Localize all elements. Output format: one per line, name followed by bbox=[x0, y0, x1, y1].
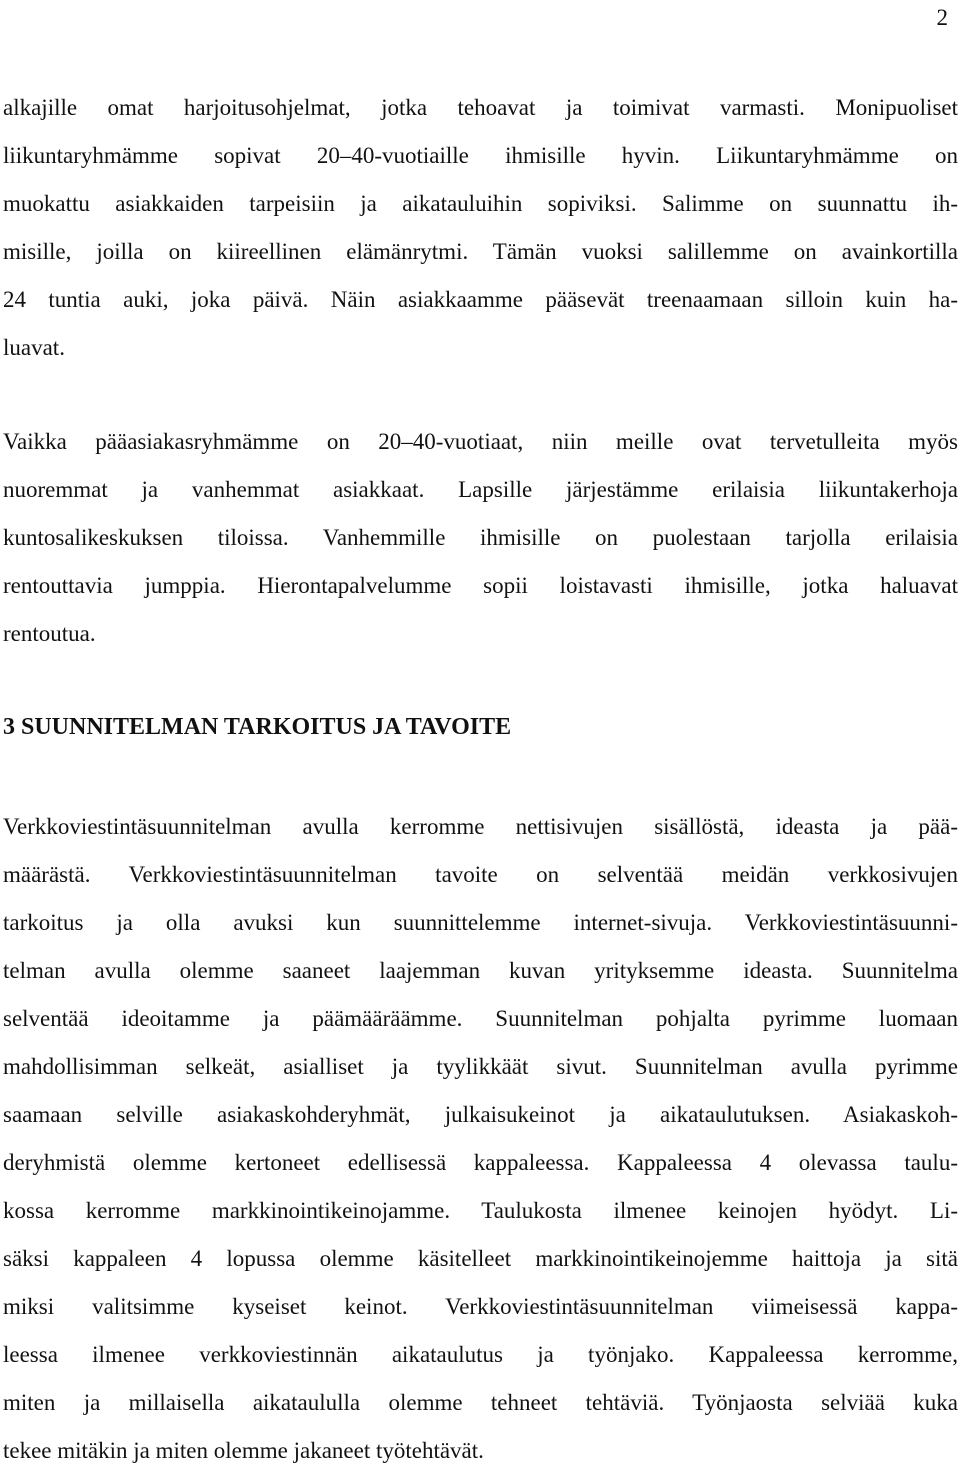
text-line: alkajille omat harjoitusohjelmat, jotka tehoavat ja toimivat varmasti. Monipuoliset bbox=[3, 95, 958, 120]
text-line: määrästä. Verkkoviestintäsuunnitelman tavoite on selventää meidän verkkosivujen bbox=[3, 862, 958, 887]
text-line: muokattu asiakkaiden tarpeisiin ja aikatauluihin sopiviksi. Salimme on suunnattu ih- bbox=[3, 191, 958, 216]
text-line: tarkoitus ja olla avuksi kun suunnittelemme internet-sivuja. Verkkoviestintäsuunni- bbox=[3, 910, 958, 935]
text-line: miksi valitsimme kyseiset keinot. Verkkoviestintäsuunnitelman viimeisessä kappa- bbox=[3, 1294, 958, 1319]
page-number: 2 bbox=[936, 5, 948, 30]
text-line: kuntosalikeskuksen tiloissa. Vanhemmille ihmisille on puolestaan tarjolla erilaisia bbox=[3, 525, 958, 550]
text-line: Verkkoviestintäsuunnitelman avulla kerromme nettisivujen sisällöstä, ideasta ja pää- bbox=[3, 814, 958, 839]
paragraph-target-groups bbox=[3, 84, 958, 372]
text-line: liikuntaryhmämme sopivat 20–40-vuotiaille ihmisille hyvin. Liikuntaryhmämme on bbox=[3, 143, 958, 168]
text-line: selventää ideoitamme ja päämääräämme. Suunnitelman pohjalta pyrimme luomaan bbox=[3, 1006, 958, 1031]
text-line: Vaikka pääasiakasryhmämme on 20–40-vuotiaat, niin meille ovat tervetulleita myös bbox=[3, 429, 958, 454]
text-line: telman avulla olemme saaneet laajemman kuvan yrityksemme ideasta. Suunnitelma bbox=[3, 958, 958, 983]
section-heading: 3 SUUNNITELMAN TARKOITUS JA TAVOITE bbox=[3, 714, 512, 740]
text-line: tekee mitäkin ja miten olemme jakaneet työtehtävät. bbox=[3, 1438, 484, 1463]
text-line: saamaan selville asiakaskohderyhmät, julkaisukeinot ja aikataulutuksen. Asiakaskoh- bbox=[3, 1102, 958, 1127]
text-line: rentoutua. bbox=[3, 621, 96, 646]
text-line: säksi kappaleen 4 lopussa olemme käsitelleet markkinointikeinojemme haittoja ja sitä bbox=[3, 1246, 958, 1271]
text-line: kossa kerromme markkinointikeinojamme. Taulukosta ilmenee keinojen hyödyt. Li- bbox=[3, 1198, 958, 1223]
text-line: mahdollisimman selkeät, asialliset ja tyylikkäät sivut. Suunnitelman avulla pyrimme bbox=[3, 1054, 958, 1079]
text-line: misille, joilla on kiireellinen elämänrytmi. Tämän vuoksi salillemme on avainkortilla bbox=[3, 239, 958, 264]
paragraph-other-customers bbox=[3, 418, 958, 658]
paragraph-plan-purpose bbox=[3, 803, 958, 1475]
text-line: leessa ilmenee verkkoviestinnän aikataulutus ja työnjako. Kappaleessa kerromme, bbox=[3, 1342, 958, 1367]
text-line: miten ja millaisella aikataululla olemme tehneet tehtäviä. Työnjaosta selviää kuka bbox=[3, 1390, 958, 1415]
text-line: rentouttavia jumppia. Hierontapalvelumme sopii loistavasti ihmisille, jotka haluavat bbox=[3, 573, 958, 598]
text-line: luavat. bbox=[3, 335, 65, 360]
text-line: deryhmistä olemme kertoneet edellisessä kappaleessa. Kappaleessa 4 olevassa taulu- bbox=[3, 1150, 958, 1175]
text-line: nuoremmat ja vanhemmat asiakkaat. Lapsille järjestämme erilaisia liikuntakerhoja bbox=[3, 477, 958, 502]
text-line: 24 tuntia auki, joka päivä. Näin asiakkaamme pääsevät treenaamaan silloin kuin ha- bbox=[3, 287, 958, 312]
